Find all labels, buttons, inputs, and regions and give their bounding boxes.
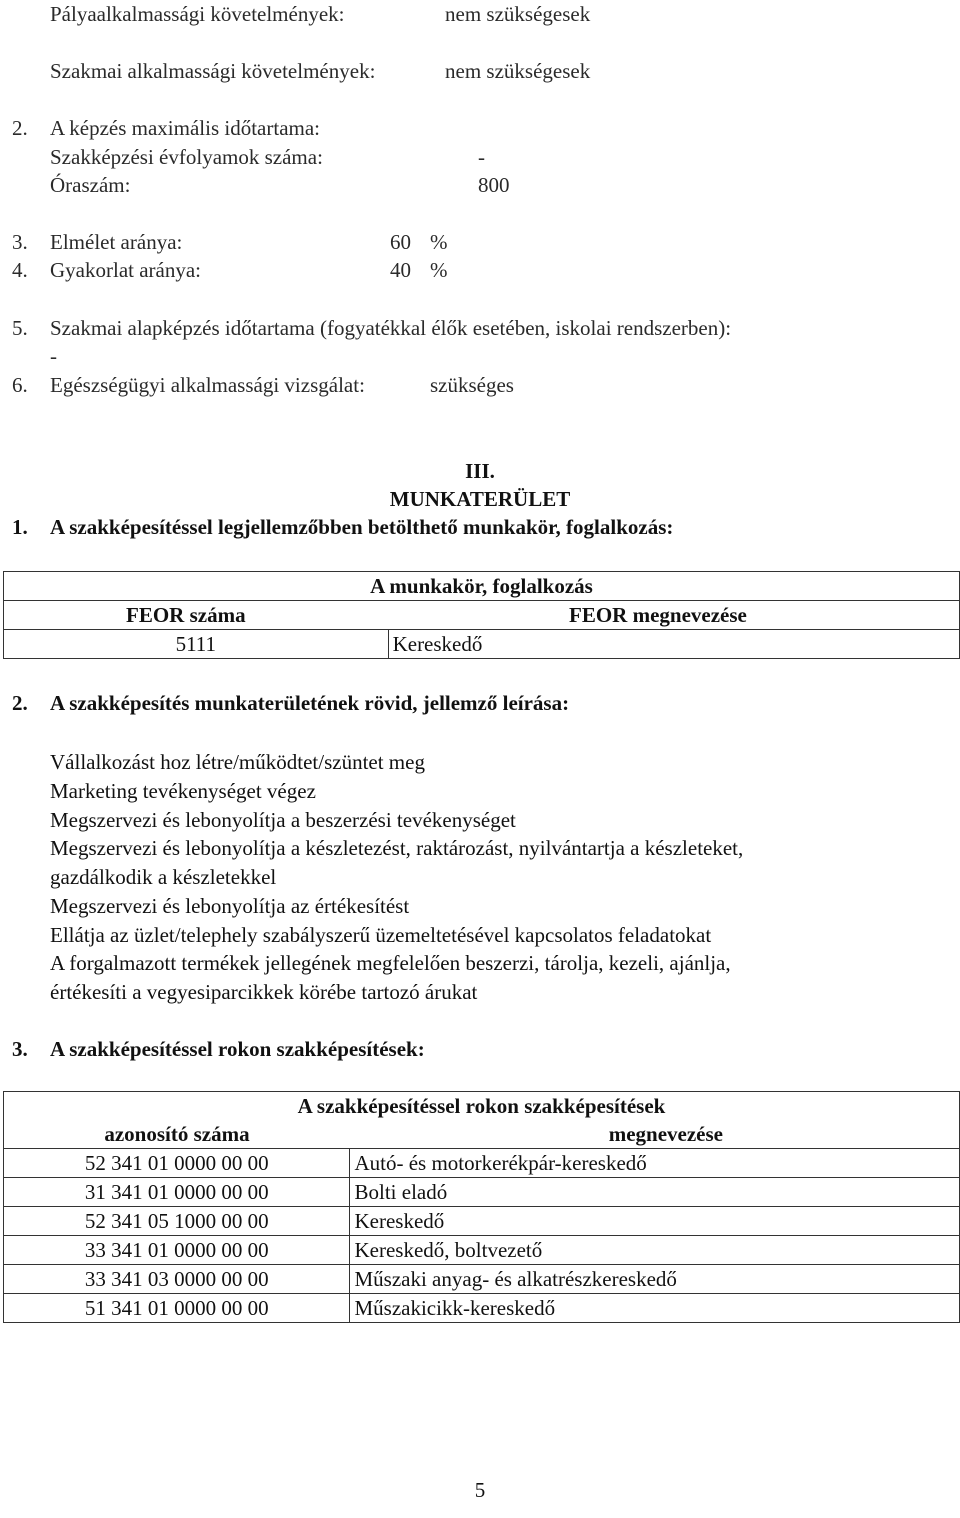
oraszam-label: Óraszám: (50, 173, 131, 197)
table-column-header-row (4, 601, 960, 630)
megnevezes-cell: Kereskedő, boltvezető (350, 1236, 960, 1265)
palya-label: Pályaalkalmassági követelmények: (50, 2, 345, 26)
item6-number: 6. (12, 373, 28, 397)
munkakor-table (3, 571, 960, 659)
table-row (4, 1236, 960, 1265)
azonosito-header: azonosító száma (4, 1120, 350, 1149)
evfolyam-label: Szakképzési évfolyamok száma: (50, 145, 323, 169)
megnevezes-cell: Autó- és motorkerékpár-kereskedő (350, 1149, 960, 1178)
description-line: A forgalmazott termékek jellegének megfelelően beszerzi, tárolja, kezeli, ajánlja, (50, 951, 731, 976)
description-line: gazdálkodik a készletekkel (50, 865, 277, 889)
azonosito-cell: 33 341 03 0000 00 00 (4, 1265, 350, 1294)
description-line: Vállalkozást hoz létre/működtet/szüntet meg (50, 750, 425, 774)
table-row (4, 1294, 960, 1323)
table-row (4, 1178, 960, 1207)
szakmai-label: Szakmai alkalmassági követelmények: (50, 59, 376, 83)
megnevezes-header: megnevezése (350, 1120, 960, 1149)
table-row (4, 1207, 960, 1236)
description-line: Ellátja az üzlet/telephely szabályszerű üzemeltetésével kapcsolatos feladatokat (50, 922, 712, 947)
description-line: Megszervezi és lebonyolítja a készletezést, raktározást, nyilvántartja a készleteket, (50, 836, 744, 861)
description-line: Megszervezi és lebonyolítja a beszerzési tevékenységet (50, 807, 516, 832)
feor-code-header: FEOR száma (126, 603, 246, 627)
item4-value: 40 (390, 258, 411, 282)
item6-value: szükséges (430, 373, 514, 397)
item2-label: A képzés maximális időtartama: (50, 116, 321, 140)
megnevezes-cell: Kereskedő (350, 1207, 960, 1236)
item2-number: 2. (12, 116, 28, 140)
rokon-table-title: A szakképesítéssel rokon szakképesítések (4, 1092, 960, 1121)
sub2-title: A szakképesítés munkaterületének rövid, jellemző leírása: (50, 691, 570, 715)
section-title: MUNKATERÜLET (389, 487, 571, 511)
megnevezes-cell: Bolti eladó (350, 1178, 960, 1207)
table-column-header-row (4, 1120, 960, 1149)
sub1-title: A szakképesítéssel legjellemzőbben betölthető munkakör, foglalkozás: (50, 515, 674, 539)
sub3-title: A szakképesítéssel rokon szakképesítések: (50, 1037, 425, 1061)
item4-label: Gyakorlat aránya: (50, 258, 202, 282)
feor-name-header: FEOR megnevezése (569, 603, 747, 627)
section-roman-numeral: III. (465, 459, 495, 483)
table-row (4, 630, 960, 659)
description-list (50, 748, 743, 1007)
azonosito-cell: 52 341 05 1000 00 00 (4, 1207, 350, 1236)
szakmai-value: nem szükségesek (445, 59, 591, 83)
item3-label: Elmélet aránya: (50, 230, 183, 254)
azonosito-cell: 31 341 01 0000 00 00 (4, 1178, 350, 1207)
palya-value: nem szükségesek (445, 2, 591, 26)
item5-label: Szakmai alapképzés időtartama (fogyatékkal élők esetében, iskolai rendszerben): (50, 316, 732, 340)
sub3-number: 3. (12, 1037, 28, 1061)
item6-label: Egészségügyi alkalmassági vizsgálat: (50, 373, 365, 397)
feor-code-cell: 5111 (4, 630, 389, 659)
sub1-number: 1. (12, 515, 28, 539)
azonosito-cell: 52 341 01 0000 00 00 (4, 1149, 350, 1178)
evfolyam-value: - (478, 145, 485, 169)
item5-value: - (50, 344, 57, 368)
azonosito-cell: 51 341 01 0000 00 00 (4, 1294, 350, 1323)
munkakor-table-title: A munkakör, foglalkozás (4, 572, 960, 601)
table-row (4, 1149, 960, 1178)
rokon-szakkepesitesek-table (3, 1091, 960, 1323)
item3-number: 3. (12, 230, 28, 254)
description-line: Marketing tevékenységet végez (50, 778, 316, 803)
description-line: értékesíti a vegyesiparcikkek körébe tartozó árukat (50, 980, 478, 1004)
item4-unit: % (430, 258, 448, 282)
megnevezes-cell: Műszakicikk-kereskedő (350, 1294, 960, 1323)
table-header-row (4, 572, 960, 601)
azonosito-cell: 33 341 01 0000 00 00 (4, 1236, 350, 1265)
table-header-row (4, 1092, 960, 1121)
table-row (4, 1265, 960, 1294)
item3-value: 60 (390, 230, 411, 254)
megnevezes-cell: Műszaki anyag- és alkatrészkereskedő (350, 1265, 960, 1294)
page-number: 5 (474, 1478, 486, 1502)
feor-header-cell (4, 601, 960, 630)
oraszam-value: 800 (478, 173, 510, 197)
description-line: Megszervezi és lebonyolítja az értékesítést (50, 893, 410, 918)
sub2-number: 2. (12, 691, 28, 715)
item4-number: 4. (12, 258, 28, 282)
item5-number: 5. (12, 316, 28, 340)
feor-name-cell: Kereskedő (388, 630, 959, 659)
item3-unit: % (430, 230, 448, 254)
